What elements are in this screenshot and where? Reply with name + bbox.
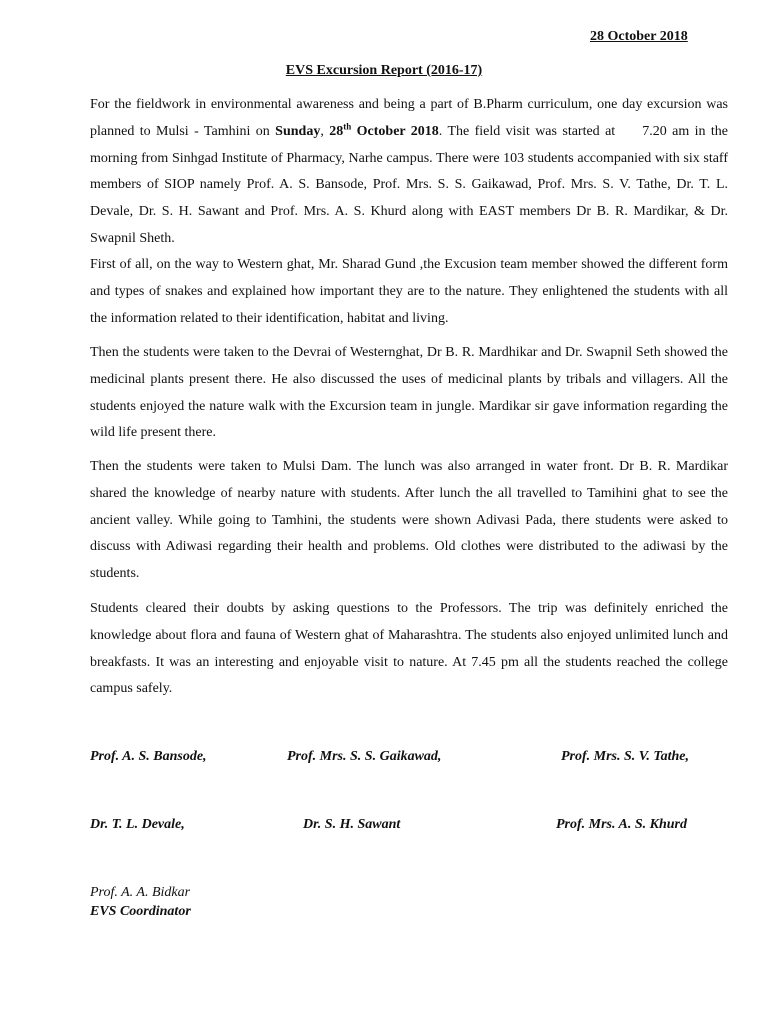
visit-date-month-year: October 2018 <box>351 123 439 139</box>
signature-gaikawad: Prof. Mrs. S. S. Gaikawad, <box>287 749 442 764</box>
intro-text-end: . The field visit was started at 7.20 am in the morning from Sinhgad Institute of Pharmacy, Narhe campus. There were 103 students accompanied with six staff members of SIOP namely Prof. A. S. Bansode, Prof. Mrs. S. S. Gaikawad, Prof. Mrs. S. V. Tathe, Dr. T. L. Devale, Dr. S. H. Sawant and Prof. Mrs. A. S. Khurd along with EAST members Dr B. R. Mardikar, & Dr. Swapnil Sheth. <box>90 123 729 246</box>
paragraph-conclusion <box>90 596 728 703</box>
coordinator-name: Prof. A. A. Bidkar <box>90 885 191 900</box>
visit-date <box>329 121 439 139</box>
paragraph-devrai-text: Then the students were taken to the Devrai of Westernghat, Dr B. R. Mardhikar and Dr. Swapnil Seth showed the medicinal plants present there. He also discussed the uses of medicinal plants by tribals and villagers. All the students enjoyed the nature walk with the Excursion team in jungle. Mardikar sir gave information regarding the wild life present there. <box>90 345 728 441</box>
coordinator-title: EVS Coordinator <box>90 904 191 919</box>
report-title <box>0 63 768 79</box>
report-date: 28 October 2018 <box>590 29 688 44</box>
report-title-text: EVS Excursion Report (2016-17) <box>285 63 483 78</box>
paragraph-devrai <box>90 340 728 447</box>
intro-comma: , <box>320 123 330 139</box>
signature-khurd: Prof. Mrs. A. S. Khurd <box>556 817 687 832</box>
paragraph-snakes <box>90 252 728 332</box>
paragraph-intro <box>90 92 728 253</box>
visit-day: Sunday <box>275 123 321 139</box>
signature-devale: Dr. T. L. Devale, <box>90 817 185 832</box>
visit-date-day: 28 <box>329 123 344 139</box>
intro-text-start: For the fieldwork in environmental awareness and being a part of B.Pharm curriculum, one day excursion was planned to Mulsi - Tamhini on <box>90 97 728 139</box>
signature-tathe: Prof. Mrs. S. V. Tathe, <box>561 749 689 764</box>
visit-date-suffix: th <box>343 121 352 132</box>
paragraph-conclusion-text: Students cleared their doubts by asking questions to the Professors. The trip was definitely enriched the knowledge about flora and fauna of Western ghat of Maharashtra. The students also enjoyed unlimited lunch and breakfasts. It was an interesting and enjoyable visit to nature. At 7.45 pm all the students reached the college campus safely. <box>90 601 728 697</box>
paragraph-mulsi-dam <box>90 454 728 588</box>
paragraph-snakes-text: First of all, on the way to Western ghat, Mr. Sharad Gund ,the Excusion team member showed the different form and types of snakes and explained how important they are to the nature. They enlightened the students with all the information related to their identification, habitat and living. <box>90 257 728 326</box>
signature-bansode: Prof. A. S. Bansode, <box>90 749 207 764</box>
paragraph-mulsi-dam-text: Then the students were taken to Mulsi Dam. The lunch was also arranged in water front. Dr B. R. Mardikar shared the knowledge of nearby nature with students. After lunch the all travelled to Tamihini ghat to see the ancient valley. While going to Tamhini, the students were shown Adivasi Pada, there students were asked to discuss with Adiwasi regarding their health and problems. Old clothes were distributed to the adiwasi by the students. <box>90 459 728 582</box>
signature-sawant: Dr. S. H. Sawant <box>303 817 401 832</box>
